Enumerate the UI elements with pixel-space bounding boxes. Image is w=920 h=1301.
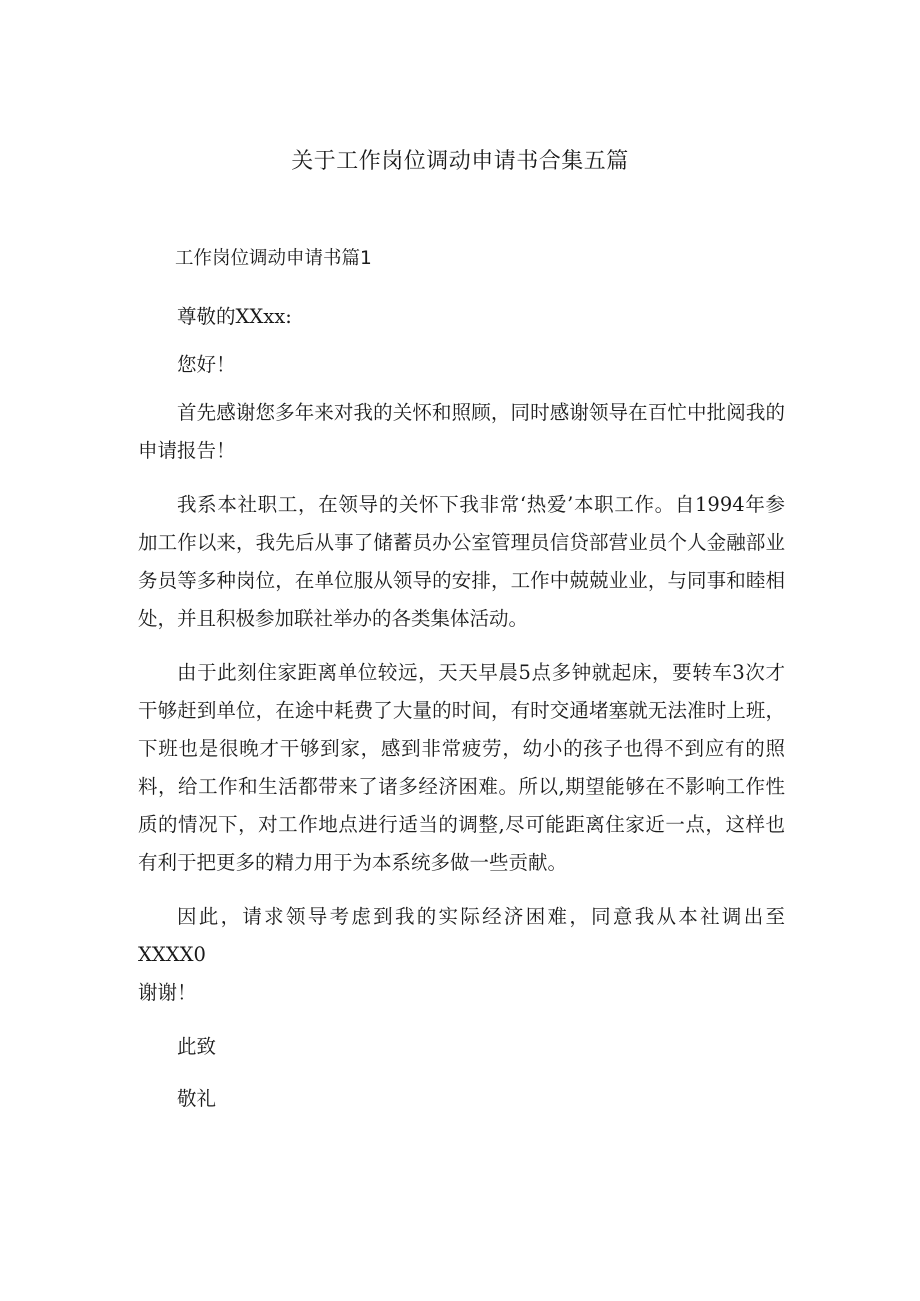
closing-line: 此致 bbox=[177, 1035, 217, 1058]
thanks-line: 谢谢！ bbox=[138, 981, 197, 1004]
paragraph: 因此，请求领导考虑到我的实际经济困难，同意我从本社调出至XXXX0 bbox=[138, 905, 785, 966]
greeting: 您好！ bbox=[177, 353, 236, 376]
document-body bbox=[138, 240, 785, 1132]
paragraph: 由于此刻住家距离单位较远，天天早晨5点多钟就起床，要转车3次才干够赶到单位，在途中耗费了大量的时间，有时交通堵塞就无法准时上班，下班也是很晚才干够到家，感到非常疲劳，幼小的孩子也得不到应有的照料，给工作和生活都带来了诸多经济困难。所以,期望能够在不影响工作性质的情况下，对工作地点进行适当的调整,尽可能距离住家近一点，这样也有利于把更多的精力用于为本系统多做一些贡献。 bbox=[138, 661, 785, 874]
salutation: 尊敬的XXxx: bbox=[177, 305, 292, 328]
paragraph: 我系本社职工，在领导的关怀下我非常‘热爱’本职工作。自1994年参加工作以来，我先后从事了储蓄员办公室管理员信贷部营业员个人金融部业务员等多种岗位，在单位服从领导的安排，工作中兢兢业业，与同事和睦相处，并且积极参加联社举办的各类集体活动。 bbox=[138, 493, 785, 630]
closing-line: 敬礼 bbox=[177, 1087, 217, 1110]
paragraph: 首先感谢您多年来对我的关怀和照顾，同时感谢领导在百忙中批阅我的申请报告！ bbox=[138, 401, 785, 462]
section-heading: 工作岗位调动申请书篇1 bbox=[175, 248, 372, 269]
document-title: 关于工作岗位调动申请书合集五篇 bbox=[291, 149, 629, 174]
